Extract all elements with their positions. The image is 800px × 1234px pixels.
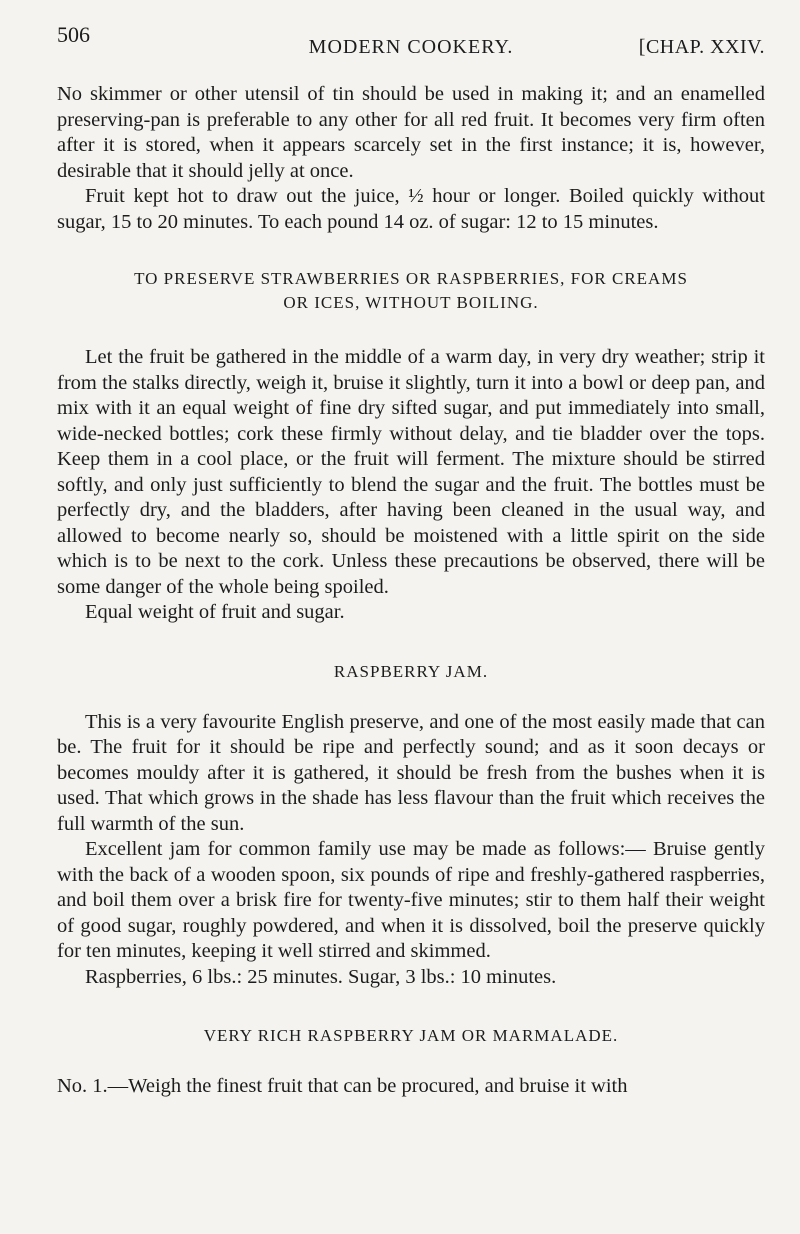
paragraph: No skimmer or other utensil of tin should be used in making it; and an enamelled preserving-pan is preferable to any other for all red fruit. It becomes very firm often after it is stored, when it appears scarcely set in the first instance; it is, however, desirable that it should jelly at once. (57, 83, 765, 182)
page-number: 506 (57, 22, 90, 47)
paragraph: Equal weight of fruit and sugar. (85, 601, 345, 623)
paragraph: Raspberries, 6 lbs.: 25 minutes. Sugar, 3 lbs.: 10 minutes. (85, 965, 557, 988)
paragraph: This is a very favourite English preserve, and one of the most easily made that can be. The fruit for it should be ripe and perfectly sound; and as it soon decays or becomes mouldy after it is gathered, it should be fresh from the bushes when it is used. That which grows in the shade has less flavour than the fruit which receives the full warmth of the sun. (57, 710, 765, 835)
heading-line: OR ICES, WITHOUT BOILING. (283, 293, 539, 312)
page-body (57, 82, 765, 1100)
section-heading: VERY RICH RASPBERRY JAM OR MARMALADE. (203, 1026, 619, 1045)
running-title: MODERN COOKERY. (308, 36, 514, 58)
section-heading (57, 267, 765, 315)
paragraph: Fruit kept hot to draw out the juice, ½ hour or longer. Boiled quickly without sugar, 15 to 20 minutes. To each pound 14 oz. of sugar: 12 to 15 minutes. (57, 185, 765, 233)
paragraph: Let the fruit be gathered in the middle of a warm day, in very dry weather; strip it from the stalks directly, weigh it, bruise it slightly, turn it into a bowl or deep pan, and mix with it an equal weight of fine dry sifted sugar, and put immediately into small, wide-necked bottles; cork these firmly without delay, and tie bladder over the tops. Keep them in a cool place, or the fruit will ferment. The mixture should be stirred softly, and only just sufficiently to blend the sugar and the fruit. The bottles must be perfectly dry, and the bladders, after having been cleaned in the usual way, and allowed to become nearly so, should be moistened with a little spirit on the side which is to be next to the cork. Unless these precautions be observed, there will be some danger of the whole being spoiled. (57, 346, 765, 598)
paragraph: Excellent jam for common family use may be made as follows:— Bruise gently with the back of a wooden spoon, six pounds of ripe and freshly-gathered raspberries, and boil them over a brisk fire for twenty-five minutes; stir to them half their weight of good sugar, roughly powdered, and when it is dissolved, boil the preserve quickly for ten minutes, keeping it well stirred and skimmed. (57, 838, 765, 962)
paragraph: No. 1.—Weigh the finest fruit that can be procured, and bruise it with (57, 1075, 628, 1097)
section-heading: RASPBERRY JAM. (333, 661, 489, 681)
chapter-label: [CHAP. XXIV. (638, 36, 765, 58)
page-header (57, 20, 765, 60)
heading-line: TO PRESERVE STRAWBERRIES OR RASPBERRIES, FOR CREAMS (134, 269, 688, 288)
